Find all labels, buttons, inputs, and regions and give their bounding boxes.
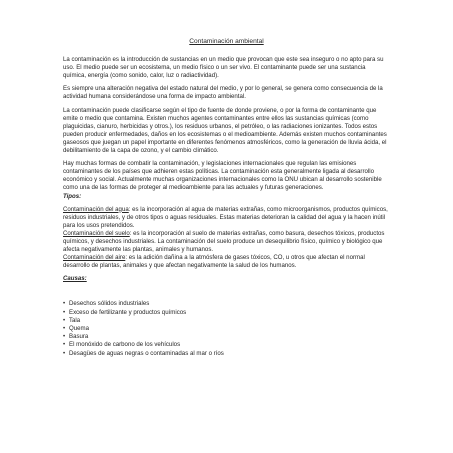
causas-heading: Causas: xyxy=(63,275,87,283)
bullet-icon: • xyxy=(63,349,66,357)
tipo-suelo-text: : es la incorporación al suelo de materias extrañas, como basura, desechos tóxicos, productos químicos, y desechos industriales. La contaminación del suelo produce un desequilibrio físico, químico y biológico que afecta negativamente las plantas, animales y humanos. xyxy=(63,229,385,254)
list-item-label: Exceso de fertilizante y productos químicos xyxy=(69,308,187,316)
paragraph-intro: La contaminación es la introducción de sustancias en un medio que provocan que este sea inseguro o no apto para su uso. El medio puede ser un ecosistema, un medio físico o un ser vivo. El contaminante puede ser una sustancia química, energía (como sonido, calor, luz o radiactividad). xyxy=(63,56,384,80)
paragraph-classification: La contaminación puede clasificarse según el tipo de fuente de donde proviene, o por la forma de contaminante que emite o medio que contamina. Existen muchos agentes contaminantes entre ellos las sustancias químicas (como plaguicidas, cianuro, herbicidas y otros.), los residuos urbanos, el petróleo, o las radiaciones ionizantes. Todos estos pueden producir enfermedades, daños en los ecosistemas o el medioambiente. Además existen muchos contaminantes gaseosos que juegan un papel importante en diferentes fenómenos atmosféricos, como la generación de lluvia ácida, el debilitamiento de la capa de ozono, y el cambio climático. xyxy=(63,106,387,155)
list-item xyxy=(63,350,390,358)
tipo-aire xyxy=(63,254,390,270)
list-item xyxy=(63,309,390,317)
list-item-label: El monóxido de carbono de los vehículos xyxy=(69,341,181,349)
spacer xyxy=(63,288,390,300)
list-item xyxy=(63,341,390,349)
list-item xyxy=(63,325,390,333)
bullet-icon: • xyxy=(63,316,66,324)
tipo-aire-term: Contaminación del aire xyxy=(63,254,126,262)
list-item-label: Desechos sólidos industriales xyxy=(69,300,150,308)
tipos-heading: Tipos: xyxy=(63,192,82,200)
tipo-aire-text: : es la adición dañina a la atmósfera de gases tóxicos, CO, u otros que afectan el normal desarrollo de plantas, animales y que afectan negativamente la salud de los humanos. xyxy=(63,254,365,270)
document-title: Contaminación ambiental xyxy=(189,38,264,45)
bullet-icon: • xyxy=(63,300,66,308)
bullet-icon: • xyxy=(63,308,66,316)
list-item xyxy=(63,300,390,308)
bullet-icon: • xyxy=(63,341,66,349)
list-item-label: Basura xyxy=(69,333,89,341)
list-item xyxy=(63,333,390,341)
tipo-agua-term: Contaminación del agua xyxy=(63,205,129,213)
list-item-label: Tala xyxy=(69,316,81,324)
list-item xyxy=(63,317,390,325)
tipo-suelo xyxy=(63,230,390,254)
bullet-icon: • xyxy=(63,333,66,341)
causas-list xyxy=(63,300,390,357)
tipo-agua-text: : es la incorporación al agua de materias extrañas, como microorganismos, productos químicos, residuos industriales, y de otros tipos o aguas residuales. Estas materias deterioran la calidad del agua y la hacen inútil para los usos pretendidos. xyxy=(63,205,388,229)
tipo-agua xyxy=(63,206,390,230)
bullet-icon: • xyxy=(63,325,66,333)
list-item-label: Desagües de aguas negras o contaminadas al mar o ríos xyxy=(69,349,224,357)
paragraph-alteration: Es siempre una alteración negativa del estado natural del medio, y por lo general, se genera como consecuencia de la actividad humana considerándose una forma de impacto ambiental. xyxy=(63,85,383,101)
tipo-suelo-term: Contaminación del suelo xyxy=(63,229,130,237)
list-item-label: Quema xyxy=(69,325,89,333)
paragraph-legislation: Hay muchas formas de combatir la contaminación, y legislaciones internacionales que regulan las emisiones contaminantes de los países que adhieren estas políticas. La contaminación esta generalmente ligada al desarrollo económico y social. Actualmente muchas organizaciones internacionales como la ONU ubican al desarrollo sostenible como una de las formas de proteger al medioambiente para las actuales y futuras generaciones. xyxy=(63,160,382,192)
